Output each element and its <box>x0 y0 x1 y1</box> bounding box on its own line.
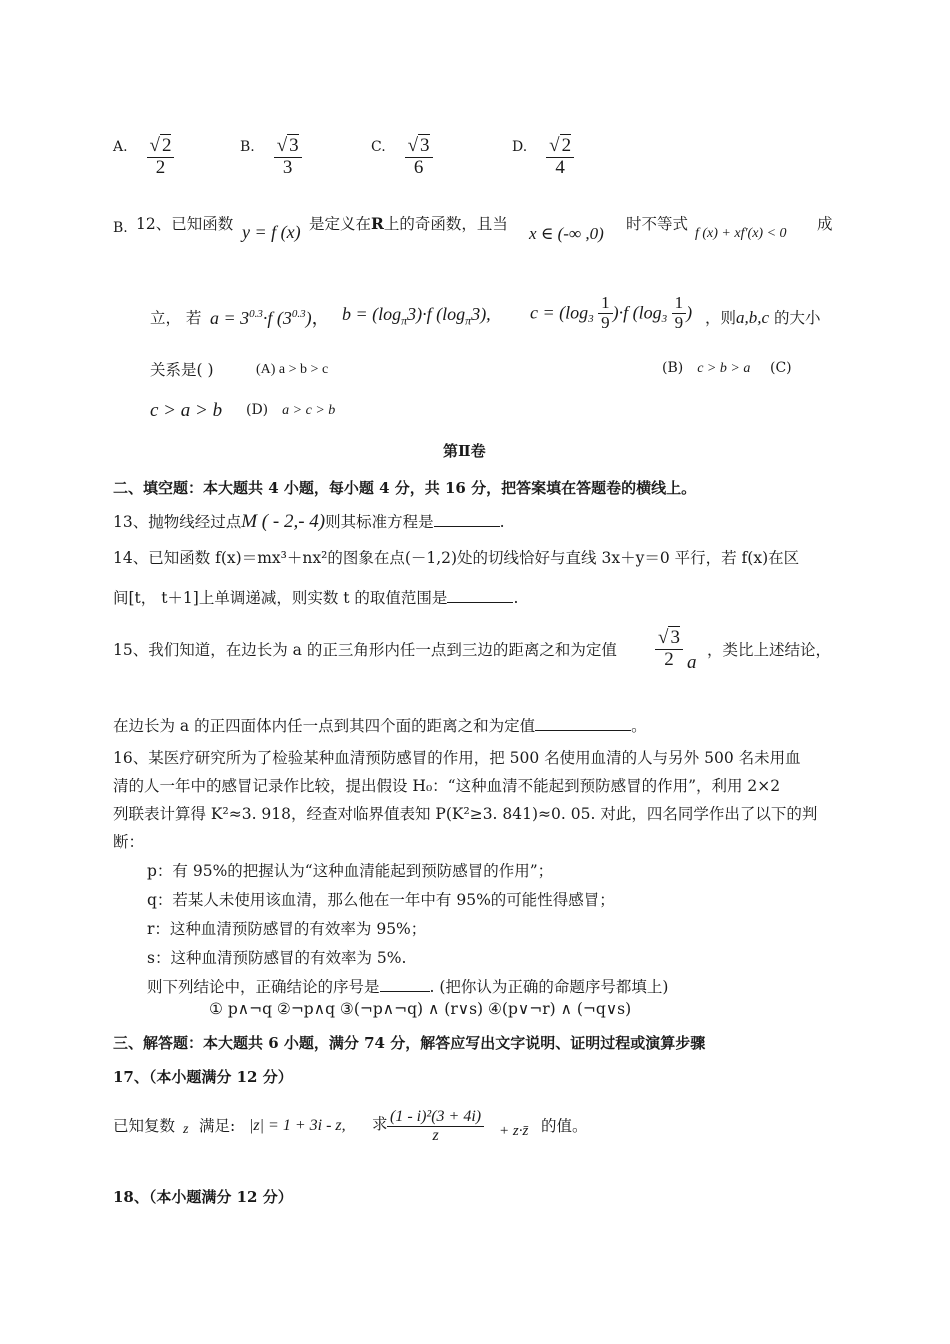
q12-option-d: (D) a > c > b <box>246 402 336 418</box>
q12-line1 <box>113 208 833 248</box>
q17-fraction: (1 - i)²(3 + 4i) z <box>387 1108 484 1144</box>
q13-end: 则其标准方程是 <box>325 513 434 531</box>
q12-line3 <box>150 358 840 386</box>
q16-item: r：这种血清预防感冒的有效率为 95%； <box>147 920 427 938</box>
q12-line2-tail: ，则a,b,c 的大小 <box>705 308 821 327</box>
q12-ask: 关系是( ) <box>150 361 214 379</box>
q16-line: 断： <box>113 833 145 851</box>
option-d <box>512 136 574 179</box>
option-fraction: $\frac{√ 3}{3}$ <box>274 136 302 179</box>
q13-text: 13、抛物线经过点 <box>113 513 242 531</box>
q12-c-def: $c = (\log_3$ $\frac{1}{9}$ )·f ($\log_3$ $\frac{1}{9}$ ) <box>530 293 693 332</box>
q12-option-a: (A) a > b > c <box>256 362 329 377</box>
q12-func: y = f (x) <box>242 222 301 242</box>
q14-answer-blank[interactable] <box>447 602 513 603</box>
q12-b-def: $b = (\log_\pi 3)\cdot f$ $(\log_\pi 3)$, <box>342 304 491 328</box>
q14-line1: 14、已知函数 f(x)＝mx³＋nx²的图象在点(－1,2)处的切线恰好与直线 3x＋y＝0 平行，若 f(x)在区 <box>113 549 800 567</box>
q12-prefix: B. <box>113 220 128 236</box>
option-fraction: $\frac{√ 2}{2}$ <box>147 136 175 179</box>
q12-line2 <box>150 292 840 342</box>
q12-inequality: f (x) + xf′(x) < 0 <box>695 226 787 241</box>
q16-line: 列联表计算得 K²≈3. 918，经查对临界值表知 P(K²≥3. 841)≈0. 05. 对此，四名同学作出了以下的判 <box>113 805 818 823</box>
q15-fraction: √ 3 2 <box>655 628 683 671</box>
q12-domain: x ∈ (-∞ ,0) <box>529 224 604 243</box>
part2-title: 第Ⅱ卷 <box>443 442 486 460</box>
q16-choices: ① p∧¬q ②¬p∧q ③(¬p∧¬q) ∧ (r∨s) ④(p∨¬r) ∧ (¬q∨s) <box>209 1000 632 1018</box>
q14-line2: 间[t， t＋1]上单调递减，则实数 t 的取值范围是 . <box>113 589 519 607</box>
q12-intro: 12、已知函数 <box>136 215 234 233</box>
q12-mid: 是定义在R上的奇函数，且当 <box>309 214 508 233</box>
option-letter: C. <box>371 139 386 156</box>
section3-heading: 三、解答题：本大题共 6 小题，满分 74 分，解答应写出文字说明、证明过程或演算步骤 <box>113 1034 706 1052</box>
option-letter: B. <box>240 139 255 156</box>
q15-line2: 在边长为 a 的正四面体内任一点到其四个面的距离之和为定值 。 <box>113 717 647 735</box>
q12-line2-start: 立， 若 <box>150 309 202 327</box>
q16-item: p：有 95%的把握认为“这种血清能起到预防感冒的作用”； <box>147 862 554 880</box>
option-fraction: $\frac{√ 3}{6}$ <box>405 136 433 179</box>
q16-item: q：若某人未使用该血清，那么他在一年中有 95%的可能性得感冒； <box>147 891 615 909</box>
option-letter: D. <box>512 139 528 156</box>
q16-ask: 则下列结论中，正确结论的序号是 . (把你认为正确的命题序号都填上) <box>147 978 669 996</box>
option-b <box>240 136 302 179</box>
q12-option-c-label: (C) <box>770 360 792 376</box>
q12-mid3: 时不等式 <box>626 215 689 233</box>
q12-end: 成 <box>817 215 833 233</box>
q15-answer-blank[interactable] <box>535 730 631 731</box>
q16-answer-blank[interactable] <box>380 991 430 992</box>
q17-body: 已知复数 z 满足: |z| = 1 + 3i - z, 求 (1 - i)²(3 + 4i) z + z·z̄ 的值。 <box>113 1108 588 1144</box>
q16-line: 16、某医疗研究所为了检验某种血清预防感冒的作用，把 500 名使用血清的人与另外 500 名未用血 <box>113 749 801 767</box>
option-a <box>113 136 174 179</box>
q13: 13、抛物线经过点M ( - 2,- 4)则其标准方程是 . <box>113 511 505 532</box>
q18-title: 18、（本小题满分 12 分） <box>113 1188 293 1206</box>
option-letter: A. <box>113 139 128 156</box>
q13-point: M ( - 2,- 4) <box>241 511 326 532</box>
q15-line1: 15、我们知道，在边长为 a 的正三角形内任一点到三边的距离之和为定值 √ 3 2 a ，类比上述结论， <box>113 627 832 673</box>
q13-answer-blank[interactable] <box>434 526 500 527</box>
q17-equation: |z| = 1 + 3i - z, <box>249 1117 346 1134</box>
section2-heading: 二、填空题：本大题共 4 小题，每小题 4 分，共 16 分，把答案填在答题卷的横线上。 <box>113 479 697 497</box>
q11-options <box>113 136 833 192</box>
option-c <box>371 136 433 179</box>
q12-option-b: (B) c > b > a <box>662 360 751 376</box>
q16-item: s：这种血清预防感冒的有效率为 5%. <box>147 949 407 967</box>
q16-line: 清的人一年中的感冒记录作比较，提出假设 H₀：“这种血清不能起到预防感冒的作用”，利用 2×2 <box>113 777 781 795</box>
q12-option-c-value: c > a > b <box>150 400 223 421</box>
q12-a-def: $a = 3^{0.3}\cdot f$ $(3^{0.3})$， <box>210 308 330 328</box>
option-fraction: $\frac{√ 2}{4}$ <box>546 136 574 179</box>
q12-line4 <box>150 400 550 428</box>
q17-title: 17、（本小题满分 12 分） <box>113 1068 293 1086</box>
